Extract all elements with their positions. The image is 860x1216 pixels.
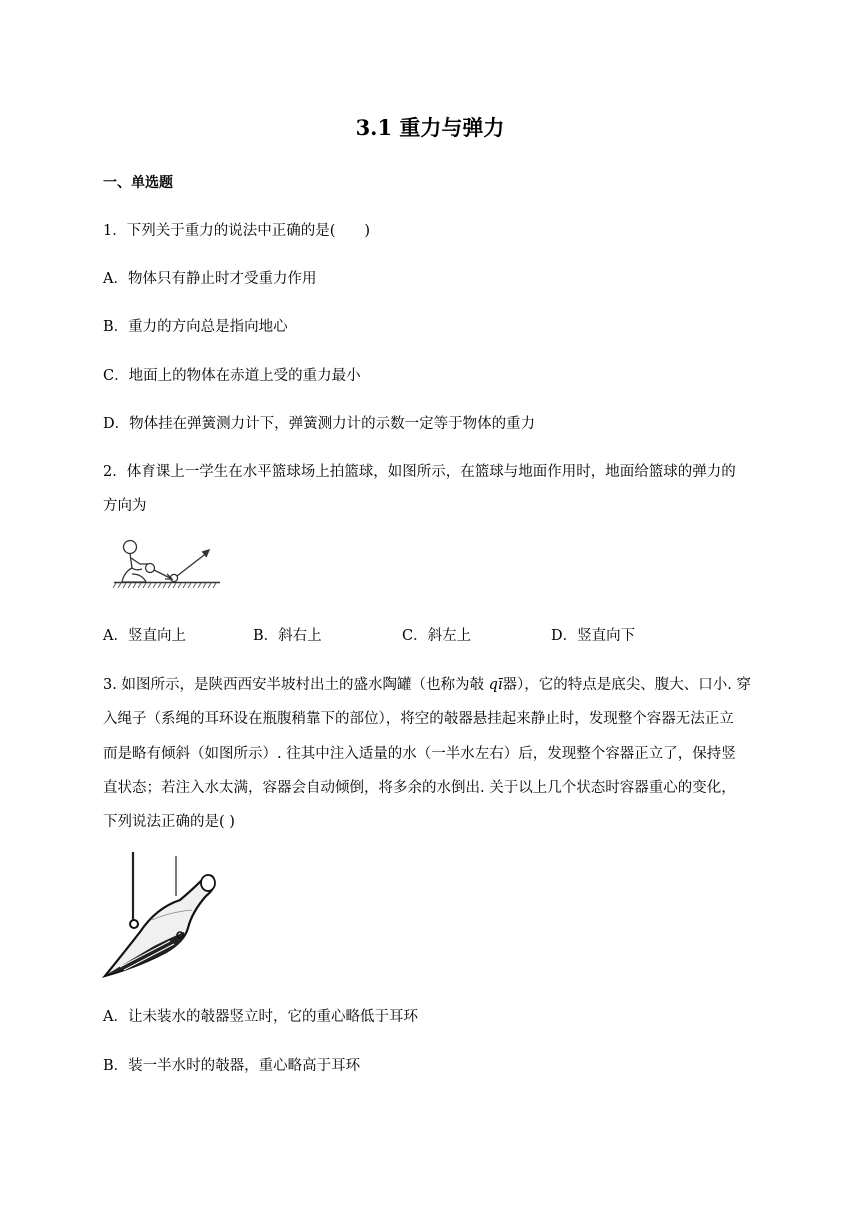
question-3-stem-line-5: 下列说法正确的是( ) <box>103 814 235 830</box>
question-3-option-b: B．装一半水时的攲器，重心略高于耳环 <box>103 1058 361 1074</box>
question-2-stem-line-1: 2．体育课上一学生在水平篮球场上拍篮球，如图所示，在篮球与地面作用时，地面给篮球的弹力的 <box>103 464 736 480</box>
question-3-stem-line-3: 而是略有倾斜（如图所示）. 往其中注入适量的水（一半水左右）后，发现整个容器正立了，保持竖 <box>103 746 736 762</box>
question-3-stem-line-1-a: 3. 如图所示，是陕西西安半坡村出土的盛水陶罐（也称为攲 <box>103 677 489 693</box>
question-2-stem-line-2: 方向为 <box>103 498 147 514</box>
question-2-option-c: C．斜左上 <box>402 628 472 644</box>
question-3-stem-line-1-b: 器），它的特点是底尖、腹大、口小. 穿 <box>502 677 751 693</box>
question-3-stem-line-1 <box>103 673 751 694</box>
section-heading: 一、单选题 <box>103 175 173 191</box>
question-1-option-b: B．重力的方向总是指向地心 <box>103 319 288 335</box>
page-title: 3.1 重力与弹力 <box>355 115 505 140</box>
question-3-option-a: A．让未装水的攲器竖立时，它的重心略低于耳环 <box>103 1009 418 1025</box>
question-2-option-a: A．竖直向上 <box>103 628 186 644</box>
question-2-option-d: D．竖直向下 <box>551 628 636 644</box>
question-1-option-d: D．物体挂在弹簧测力计下，弹簧测力计的示数一定等于物体的重力 <box>103 416 536 432</box>
basketball-bounce-figure <box>112 538 222 594</box>
qi-vessel-figure <box>100 850 225 982</box>
question-2-option-b: B．斜右上 <box>253 628 322 644</box>
question-3-stem-line-2: 入绳子（系绳的耳环设在瓶腹稍靠下的部位），将空的攲器悬挂起来静止时，发现整个容器无法正立 <box>103 711 734 727</box>
question-1-option-c: C．地面上的物体在赤道上受的重力最小 <box>103 368 361 384</box>
pinyin-qi: qī <box>488 677 503 693</box>
question-3-stem-line-4: 直状态；若注入水太满，容器会自动倾倒，将多余的水倒出. 关于以上几个状态时容器重心的变化， <box>103 780 736 796</box>
question-1-stem: 1．下列关于重力的说法中正确的是( ) <box>103 223 371 239</box>
question-1-option-a: A．物体只有静止时才受重力作用 <box>103 271 317 287</box>
